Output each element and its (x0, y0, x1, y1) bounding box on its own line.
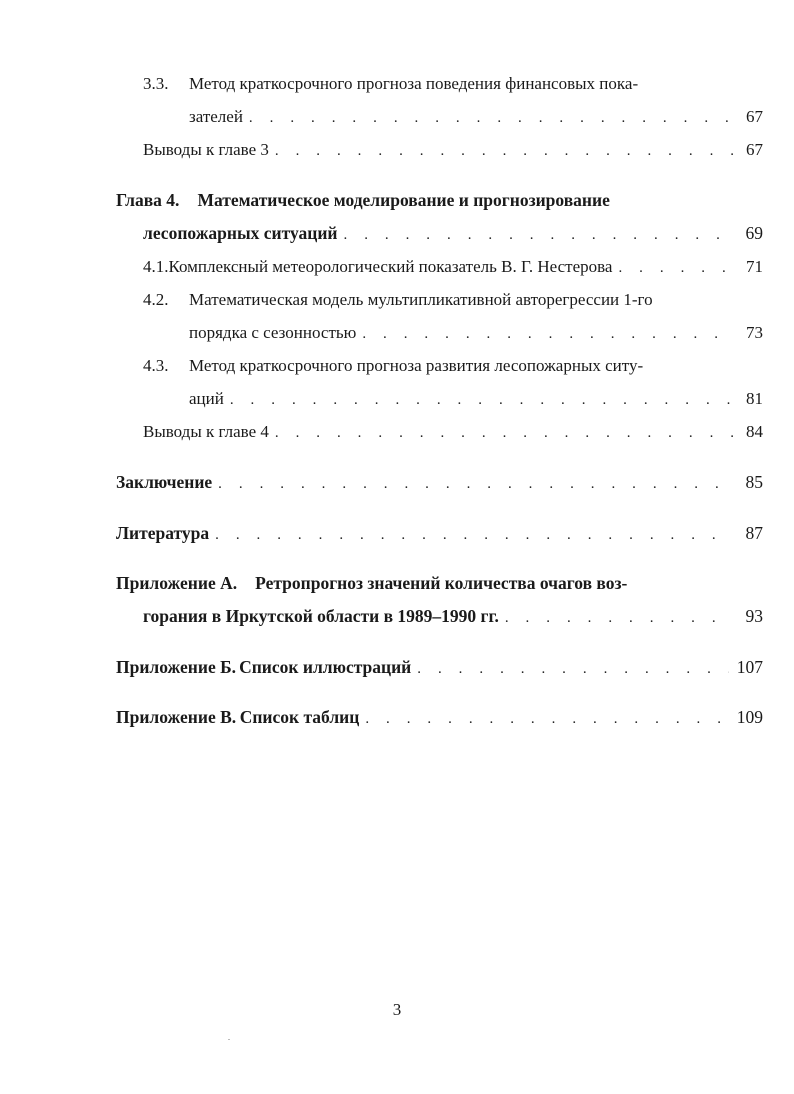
leader-dots (212, 473, 733, 495)
toc-chapter-label: Глава 4. (116, 190, 180, 210)
toc-page-number: 67 (746, 140, 763, 159)
toc-chapter-4-line2 (143, 222, 763, 246)
toc-page-number: 93 (745, 606, 763, 626)
toc-title-cont: аций (189, 389, 224, 408)
toc-title: Список иллюстраций (239, 657, 412, 677)
toc-chapter-label: Приложение Б. (116, 657, 237, 677)
toc-entry-3-3-line2 (189, 106, 763, 129)
scan-speck (228, 1039, 230, 1040)
toc-page-number: 69 (745, 223, 763, 243)
toc-entry-4-1 (143, 256, 763, 279)
leader-dots (612, 257, 733, 279)
toc-appendix-a-line1 (116, 572, 763, 594)
leader-dots (338, 224, 734, 246)
toc-title: Заключение (116, 472, 213, 492)
toc-title: Математическая модель мультипликативной авторегрессии 1-го (189, 290, 653, 309)
toc-entry-4-3-line1 (143, 355, 763, 377)
toc-title-cont: лесопожарных ситуаций (143, 223, 338, 243)
toc-entry-conclusions-4 (143, 421, 763, 444)
leader-dots (356, 323, 733, 345)
leader-dots (209, 524, 733, 546)
toc-page-number: 67 (746, 107, 763, 126)
toc-page-number: 71 (746, 257, 763, 276)
toc-page-number: 109 (736, 707, 763, 727)
toc-appendix-a-line2 (143, 605, 763, 629)
toc-number: 4.1. (143, 257, 169, 276)
toc-entry-4-2-line1 (143, 289, 763, 311)
toc-chapter-label: Приложение А. (116, 573, 238, 593)
toc-entry-3-3-line1 (143, 73, 763, 95)
toc-appendix-b (116, 656, 763, 680)
toc-appendix-v (116, 706, 763, 730)
toc-chapter-label: Приложение В. (116, 707, 237, 727)
toc-entry-4-3-line2 (189, 388, 763, 411)
toc-page-number: 107 (736, 657, 763, 677)
toc-chapter-4-line1 (116, 189, 763, 211)
leader-dots (224, 389, 733, 411)
leader-dots (359, 708, 728, 730)
toc-title-cont: зателей (189, 107, 243, 126)
toc-title: Математическое моделирование и прогнозирование (197, 190, 610, 210)
toc-entry-conclusion (116, 471, 763, 495)
toc-page-number: 85 (745, 472, 763, 492)
toc-entry-literature (116, 522, 763, 546)
toc-page-number: 87 (745, 523, 763, 543)
toc-title: Комплексный метеорологический показатель В. Г. Нестерова (168, 257, 613, 276)
toc-number: 4.3. (143, 356, 169, 375)
leader-dots (269, 422, 733, 444)
toc-entry-conclusions-3 (143, 139, 763, 162)
leader-dots (499, 607, 733, 629)
leader-dots (411, 658, 728, 680)
toc-number: 4.2. (143, 290, 169, 309)
toc-title-cont: горания в Иркутской области в 1989–1990 гг. (143, 606, 499, 626)
toc-title: Список таблиц (239, 707, 360, 727)
leader-dots (243, 107, 733, 129)
leader-dots (269, 140, 733, 162)
toc-title-cont: порядка с сезонностью (189, 323, 357, 342)
toc-title: Литература (116, 523, 210, 543)
toc-title: Метод краткосрочного прогноза поведения финансовых пока- (189, 74, 639, 93)
toc-title: Выводы к главе 3 (143, 140, 269, 159)
toc-title: Метод краткосрочного прогноза развития лесопожарных ситу- (189, 356, 644, 375)
toc-title: Выводы к главе 4 (143, 422, 269, 441)
toc-page-number: 81 (746, 389, 763, 408)
toc-page-number: 84 (746, 422, 763, 441)
toc-entry-4-2-line2 (189, 322, 763, 345)
toc-page-number: 73 (746, 323, 763, 342)
page-number: 3 (392, 1000, 402, 1019)
toc-number: 3.3. (143, 74, 169, 93)
toc-title: Ретропрогноз значений количества очагов воз- (255, 573, 628, 593)
